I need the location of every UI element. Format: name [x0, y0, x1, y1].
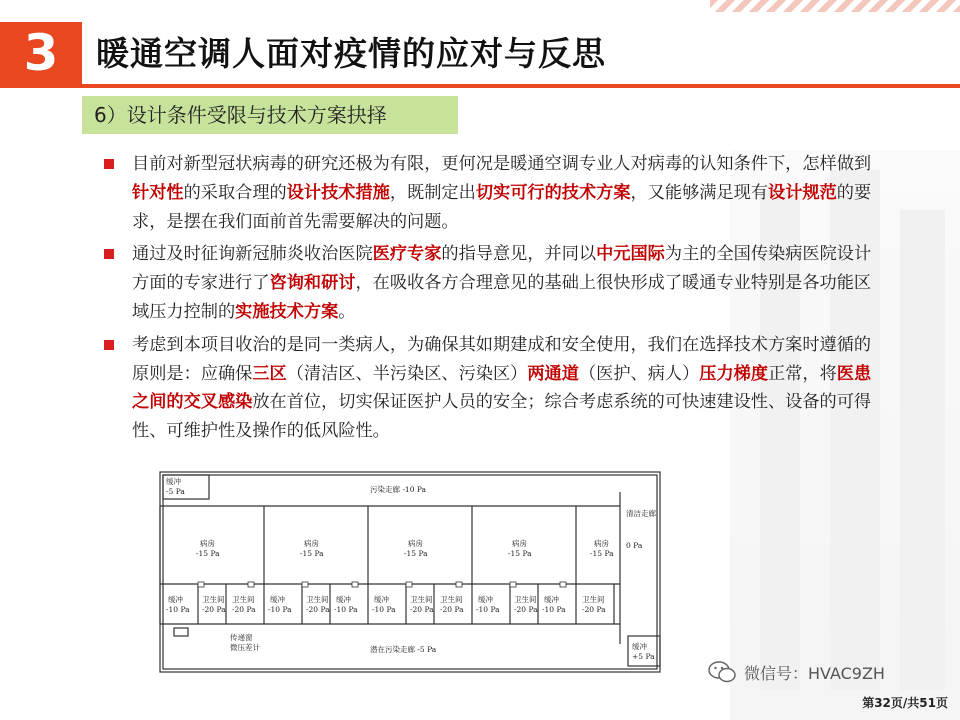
label-ward-pa: -15 Pa	[196, 549, 220, 558]
watermark-text: 微信号：HVAC9ZH	[744, 663, 885, 683]
label-buffer-topleft-pa: -5 Pa	[166, 487, 185, 496]
label-toilet: 卫生间	[514, 595, 537, 604]
label-buffer-pa: -10 Pa	[372, 605, 396, 614]
body-text: 正常，将	[768, 363, 837, 384]
highlight-text: 压力梯度	[699, 363, 769, 384]
body-text: 的要求，是摆在我们面前首先需要解决的问题。	[132, 182, 872, 232]
body-text: （清洁区、半污染区、污染区）	[286, 363, 528, 384]
body-text: 为主的全国传染病医院设计方面的专家进行了	[132, 244, 872, 294]
label-ward: 病房	[594, 539, 609, 548]
label-ward: 病房	[304, 539, 319, 548]
highlight-text: 医患之间的交叉感染	[132, 363, 872, 413]
highlight-text: 设计规范	[768, 182, 837, 203]
label-ward-pa: -15 Pa	[300, 549, 324, 558]
highlight-text: 医疗专家	[372, 244, 442, 265]
label-buffer-pa: -10 Pa	[268, 605, 292, 614]
section-subtitle: 6）设计条件受限与技术方案抉择	[82, 96, 458, 134]
bullet-item	[104, 331, 874, 446]
label-polluted-corridor: 污染走廊 -10 Pa	[370, 485, 427, 494]
body-text: 通过及时征询新冠肺炎收治医院	[132, 244, 373, 265]
label-buffer-bottomright: 缓冲	[632, 642, 647, 651]
label-buffer: 缓冲	[336, 595, 351, 604]
body-text: ，在吸收各方合理意见的基础上很快形成了暖通专业特别是各功能区域压力控制的	[132, 273, 872, 322]
bullet-marker	[104, 159, 114, 169]
label-clean-corridor: 清洁走廊	[626, 509, 656, 518]
bullet-marker	[104, 249, 114, 259]
label-semi-corridor: 潜在污染走廊 -5 Pa	[370, 645, 437, 654]
label-buffer-topleft: 缓冲	[166, 477, 181, 486]
label-ward: 病房	[408, 539, 423, 548]
label-buffer: 缓冲	[544, 595, 559, 604]
label-toilet: 卫生间	[232, 595, 255, 604]
floor-plan-diagram	[140, 466, 680, 696]
label-clean-corridor-pa: 0 Pa	[626, 541, 643, 550]
label-buffer: 缓冲	[168, 595, 183, 604]
wechat-icon	[708, 660, 736, 684]
label-toilet: 卫生间	[202, 595, 225, 604]
label-buffer-pa: -10 Pa	[166, 605, 190, 614]
bullet-text	[132, 335, 871, 441]
body-text: ，既制定出	[389, 182, 476, 203]
label-buffer-pa: -10 Pa	[334, 605, 358, 614]
label-toilet: 卫生间	[582, 595, 605, 604]
body-text: 的采取合理的	[183, 182, 287, 203]
slide-header	[0, 0, 960, 84]
slide-title: 暖通空调人面对疫情的应对与反思	[96, 34, 606, 73]
label-toilet: 卫生间	[440, 595, 463, 604]
label-toilet-pa: -20 Pa	[232, 605, 256, 614]
label-ward-pa: -15 Pa	[590, 549, 614, 558]
section-number-badge: 3	[0, 22, 82, 84]
header-stripe	[710, 0, 960, 12]
highlight-text: 实施技术方案	[235, 301, 339, 322]
label-toilet: 卫生间	[306, 595, 329, 604]
highlight-text: 针对性	[132, 182, 184, 203]
label-buffer: 缓冲	[374, 595, 389, 604]
body-text: ，又能够满足现有	[630, 182, 769, 203]
bullet-marker	[104, 340, 114, 350]
highlight-text: 两通道	[527, 363, 579, 384]
label-pass-window: 传递窗	[230, 633, 253, 642]
body-text: 目前对新型冠状病毒的研究还极为有限，更何况是暖通空调专业人对病毒的认知条件下，怎样做到	[132, 154, 872, 174]
highlight-text: 咨询和研讨	[269, 273, 356, 294]
label-buffer-bottomright-pa: +5 Pa	[632, 652, 655, 661]
bullet-item	[104, 150, 874, 236]
bullet-text	[132, 154, 871, 232]
label-ward: 病房	[512, 539, 527, 548]
label-ward-pa: -15 Pa	[508, 549, 532, 558]
body-text: 考虑到本项目收治的是同一类病人，为确保其如期建成和安全使用，我们在选择技术方案时遵循的原则是：应确保	[132, 334, 872, 384]
header-divider	[0, 84, 960, 88]
label-toilet-pa: -20 Pa	[202, 605, 226, 614]
body-text: （医护、病人）	[578, 363, 700, 384]
label-pass-window-note: 微压差计	[230, 643, 260, 652]
body-text: 的指导意见，并同以	[441, 244, 597, 265]
highlight-text: 切实可行的技术方案	[475, 182, 631, 203]
label-buffer-pa: -10 Pa	[476, 605, 500, 614]
wechat-watermark	[708, 660, 885, 684]
label-toilet: 卫生间	[410, 595, 433, 604]
highlight-text: 设计技术措施	[286, 182, 390, 203]
label-toilet-pa: -20 Pa	[582, 605, 606, 614]
bullet-item	[104, 240, 874, 326]
body-text: 放在首位，切实保证医护人员的安全；综合考虑系统的可快速建设性、设备的可得性、可维护性及操作的低风险性。	[132, 392, 872, 442]
label-toilet-pa: -20 Pa	[514, 605, 538, 614]
bullet-text	[132, 244, 871, 322]
label-toilet-pa: -20 Pa	[440, 605, 464, 614]
label-buffer: 缓冲	[270, 595, 285, 604]
body-text: 。	[338, 301, 356, 322]
label-ward-pa: -15 Pa	[404, 549, 428, 558]
highlight-text: 中元国际	[596, 244, 665, 265]
label-toilet-pa: -20 Pa	[306, 605, 330, 614]
highlight-text: 三区	[252, 363, 287, 384]
label-buffer-pa: -10 Pa	[542, 605, 566, 614]
label-buffer: 缓冲	[478, 595, 493, 604]
page-number: 第32页/共51页	[862, 696, 948, 710]
bullet-list	[104, 150, 874, 450]
label-ward: 病房	[200, 539, 215, 548]
label-toilet-pa: -20 Pa	[410, 605, 434, 614]
